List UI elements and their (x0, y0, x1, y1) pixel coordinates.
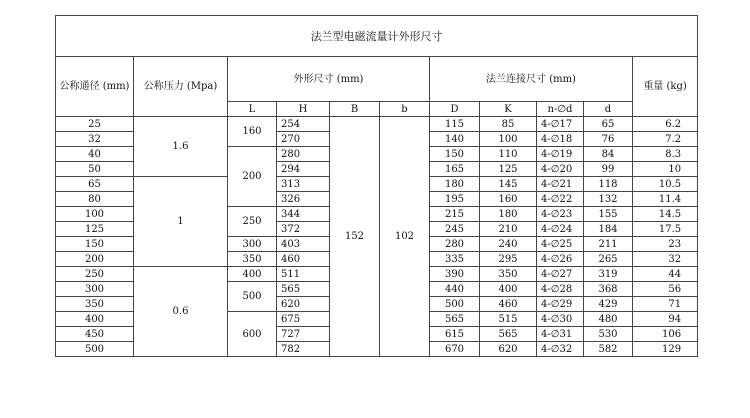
cell-D: 245 (430, 222, 480, 237)
cell-d: 429 (584, 297, 633, 312)
cell-weight: 71 (633, 297, 698, 312)
header-row (56, 57, 698, 102)
cell-K: 160 (480, 192, 537, 207)
cell-d: 155 (584, 207, 633, 222)
cell-L: 300 (228, 237, 277, 252)
cell-nd: 4-∅18 (537, 132, 584, 147)
cell-dn: 65 (56, 177, 134, 192)
cell-weight: 14.5 (633, 207, 698, 222)
cell-L: 400 (228, 267, 277, 282)
cell-K: 180 (480, 207, 537, 222)
cell-H: 782 (277, 342, 330, 357)
cell-nd: 4-∅28 (537, 282, 584, 297)
cell-K: 210 (480, 222, 537, 237)
cell-dn: 350 (56, 297, 134, 312)
cell-nd: 4-∅27 (537, 267, 584, 282)
subheader-d: d (584, 102, 633, 117)
cell-dn: 32 (56, 132, 134, 147)
cell-d: 118 (584, 177, 633, 192)
cell-nd: 4-∅30 (537, 312, 584, 327)
subheader-L: L (228, 102, 277, 117)
cell-weight: 44 (633, 267, 698, 282)
header-nominal-diameter: 公称通径 (mm) (56, 57, 134, 117)
cell-pressure: 0.6 (134, 267, 228, 357)
header-nominal-pressure: 公称压力 (Mpa) (134, 57, 228, 117)
cell-H: 280 (277, 147, 330, 162)
cell-H: 620 (277, 297, 330, 312)
cell-nd: 4-∅21 (537, 177, 584, 192)
header-weight: 重量 (kg) (633, 57, 698, 117)
cell-H: 727 (277, 327, 330, 342)
table-row (56, 117, 698, 132)
cell-D: 165 (430, 162, 480, 177)
cell-dn: 150 (56, 237, 134, 252)
cell-d: 582 (584, 342, 633, 357)
cell-D: 180 (430, 177, 480, 192)
cell-H: 326 (277, 192, 330, 207)
cell-nd: 4-∅23 (537, 207, 584, 222)
cell-L: 350 (228, 252, 277, 267)
header-flange-dimensions: 法兰连接尺寸 (mm) (430, 57, 633, 102)
cell-dn: 25 (56, 117, 134, 132)
cell-H: 270 (277, 132, 330, 147)
cell-d: 368 (584, 282, 633, 297)
cell-nd: 4-∅26 (537, 252, 584, 267)
cell-K: 565 (480, 327, 537, 342)
subheader-b: b (380, 102, 430, 117)
cell-H: 565 (277, 282, 330, 297)
cell-d: 84 (584, 147, 633, 162)
cell-d: 319 (584, 267, 633, 282)
cell-pressure: 1.6 (134, 117, 228, 177)
cell-L: 500 (228, 282, 277, 312)
cell-weight: 94 (633, 312, 698, 327)
cell-B: 152 (330, 117, 380, 357)
cell-weight: 23 (633, 237, 698, 252)
cell-H: 675 (277, 312, 330, 327)
cell-b: 102 (380, 117, 430, 357)
cell-H: 254 (277, 117, 330, 132)
subheader-B: B (330, 102, 380, 117)
cell-weight: 11.4 (633, 192, 698, 207)
cell-d: 65 (584, 117, 633, 132)
cell-weight: 129 (633, 342, 698, 357)
subheader-H: H (277, 102, 330, 117)
cell-L: 600 (228, 312, 277, 357)
cell-d: 76 (584, 132, 633, 147)
cell-D: 215 (430, 207, 480, 222)
cell-d: 184 (584, 222, 633, 237)
cell-K: 620 (480, 342, 537, 357)
cell-K: 460 (480, 297, 537, 312)
cell-K: 400 (480, 282, 537, 297)
cell-weight: 17.5 (633, 222, 698, 237)
cell-dn: 400 (56, 312, 134, 327)
cell-dn: 300 (56, 282, 134, 297)
cell-nd: 4-∅24 (537, 222, 584, 237)
subheader-D: D (430, 102, 480, 117)
cell-dn: 500 (56, 342, 134, 357)
cell-d: 265 (584, 252, 633, 267)
cell-L: 250 (228, 207, 277, 237)
cell-D: 280 (430, 237, 480, 252)
cell-weight: 106 (633, 327, 698, 342)
cell-pressure: 1 (134, 177, 228, 267)
cell-d: 211 (584, 237, 633, 252)
cell-D: 500 (430, 297, 480, 312)
cell-weight: 10 (633, 162, 698, 177)
subheader-nd: n-∅d (537, 102, 584, 117)
cell-weight: 6.2 (633, 117, 698, 132)
cell-K: 100 (480, 132, 537, 147)
cell-L: 200 (228, 147, 277, 207)
cell-weight: 32 (633, 252, 698, 267)
cell-dn: 100 (56, 207, 134, 222)
cell-d: 530 (584, 327, 633, 342)
dimension-table-container (55, 15, 698, 357)
cell-K: 145 (480, 177, 537, 192)
cell-K: 515 (480, 312, 537, 327)
cell-H: 372 (277, 222, 330, 237)
cell-dn: 50 (56, 162, 134, 177)
cell-D: 115 (430, 117, 480, 132)
cell-dn: 250 (56, 267, 134, 282)
cell-K: 85 (480, 117, 537, 132)
cell-dn: 200 (56, 252, 134, 267)
cell-H: 403 (277, 237, 330, 252)
cell-nd: 4-∅22 (537, 192, 584, 207)
dimension-table (55, 15, 698, 357)
cell-K: 125 (480, 162, 537, 177)
cell-K: 240 (480, 237, 537, 252)
cell-dn: 40 (56, 147, 134, 162)
cell-nd: 4-∅17 (537, 117, 584, 132)
cell-D: 335 (430, 252, 480, 267)
cell-nd: 4-∅25 (537, 237, 584, 252)
cell-K: 110 (480, 147, 537, 162)
subheader-K: K (480, 102, 537, 117)
cell-H: 511 (277, 267, 330, 282)
cell-weight: 10.5 (633, 177, 698, 192)
cell-H: 460 (277, 252, 330, 267)
cell-weight: 56 (633, 282, 698, 297)
cell-H: 313 (277, 177, 330, 192)
cell-nd: 4-∅29 (537, 297, 584, 312)
cell-H: 294 (277, 162, 330, 177)
cell-D: 150 (430, 147, 480, 162)
cell-d: 99 (584, 162, 633, 177)
title-row (56, 16, 698, 57)
cell-nd: 4-∅32 (537, 342, 584, 357)
cell-L: 160 (228, 117, 277, 147)
cell-D: 140 (430, 132, 480, 147)
cell-K: 350 (480, 267, 537, 282)
cell-K: 295 (480, 252, 537, 267)
cell-D: 195 (430, 192, 480, 207)
cell-weight: 7.2 (633, 132, 698, 147)
cell-D: 670 (430, 342, 480, 357)
cell-weight: 8.3 (633, 147, 698, 162)
cell-D: 390 (430, 267, 480, 282)
cell-d: 132 (584, 192, 633, 207)
cell-nd: 4-∅20 (537, 162, 584, 177)
cell-D: 440 (430, 282, 480, 297)
cell-H: 344 (277, 207, 330, 222)
cell-D: 615 (430, 327, 480, 342)
cell-nd: 4-∅19 (537, 147, 584, 162)
cell-dn: 125 (56, 222, 134, 237)
table-title: 法兰型电磁流量计外形尺寸 (56, 16, 698, 57)
cell-D: 565 (430, 312, 480, 327)
cell-nd: 4-∅31 (537, 327, 584, 342)
cell-dn: 80 (56, 192, 134, 207)
cell-d: 480 (584, 312, 633, 327)
cell-dn: 450 (56, 327, 134, 342)
header-outline-dimensions: 外形尺寸 (mm) (228, 57, 430, 102)
